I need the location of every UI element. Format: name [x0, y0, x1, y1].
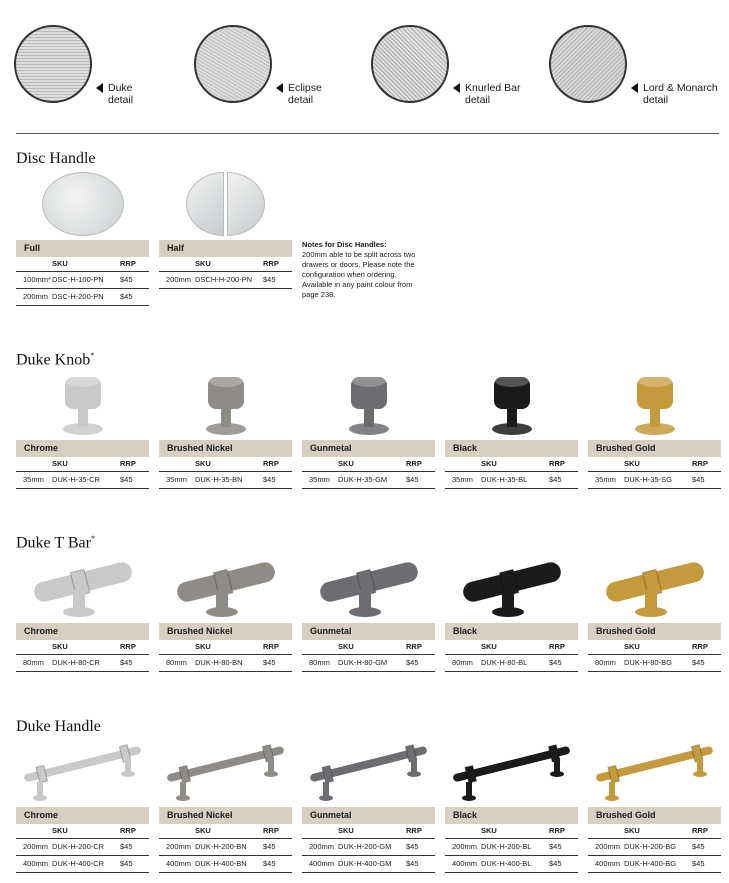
rrp-header: RRP: [259, 257, 292, 271]
product-image: [159, 735, 292, 807]
sku-header: SKU: [624, 457, 688, 471]
table-row: 35mm DUK-H-35-BL $45: [445, 471, 578, 488]
finish-band: Chrome: [16, 807, 149, 824]
table-row: 200mm DUK-H-200-BN $45: [159, 838, 292, 855]
product-tbar-1: [159, 551, 292, 672]
table-row: 200mm DSCH-H-200-PN $45: [159, 271, 292, 288]
duke-texture-swatch: [14, 25, 92, 103]
sku-table: [445, 640, 578, 672]
handle-image: [305, 736, 433, 806]
product-image: [16, 168, 149, 240]
rrp-header: RRP: [545, 640, 578, 654]
product-image: [16, 735, 149, 807]
product-knob-1: [159, 368, 292, 489]
eclipse-texture-swatch: [194, 25, 272, 103]
product-knob-2: [302, 368, 435, 489]
sku-table: [302, 824, 435, 873]
detail-lord-monarch: [549, 22, 719, 112]
finish-band: Gunmetal: [302, 623, 435, 640]
product-tbar-2: [302, 551, 435, 672]
tbar-image: [448, 552, 576, 622]
table-row: 200mm DUK-H-200-CR $45: [16, 838, 149, 855]
table-row: 35mm DUK-H-35-BN $45: [159, 471, 292, 488]
rrp-header: RRP: [116, 640, 149, 654]
sku-header: SKU: [338, 457, 402, 471]
product-image: [16, 368, 149, 440]
product-image: [588, 735, 721, 807]
sku-table: [16, 257, 149, 306]
table-row: 80mm DUK-H-80-BN $45: [159, 654, 292, 671]
section-divider: [16, 133, 719, 134]
rrp-header: RRP: [688, 640, 721, 654]
disc-half-left-image: [186, 172, 224, 236]
rrp-header: RRP: [688, 457, 721, 471]
detail-sub: detail: [288, 94, 314, 106]
knob-image: [191, 369, 261, 439]
section-title-duke-t-bar: Duke T Bar*: [16, 534, 95, 552]
finish-band: Chrome: [16, 440, 149, 457]
pointer-left-icon: [276, 83, 283, 93]
sku-header: SKU: [195, 257, 259, 271]
finish-band: Brushed Gold: [588, 623, 721, 640]
product-handle-0: [16, 735, 149, 873]
handle-image: [19, 736, 147, 806]
table-row: 200mm DUK-H-200-BL $45: [445, 838, 578, 855]
rrp-header: RRP: [116, 824, 149, 838]
sku-table: [445, 457, 578, 489]
product-knob-3: [445, 368, 578, 489]
disc-half-right-image: [227, 172, 265, 236]
handle-image: [448, 736, 576, 806]
detail-label: Duke: [108, 82, 133, 94]
sku-header: SKU: [52, 640, 116, 654]
finish-band: Brushed Nickel: [159, 807, 292, 824]
product-knob-0: [16, 368, 149, 489]
rrp-header: RRP: [402, 640, 435, 654]
sku-table: [588, 824, 721, 873]
pointer-left-icon: [453, 83, 460, 93]
sku-header: SKU: [195, 457, 259, 471]
finish-band: Black: [445, 623, 578, 640]
rrp-header: RRP: [259, 824, 292, 838]
sku-table: [588, 640, 721, 672]
table-row: 400mm DUK-H-400-GM $45: [302, 855, 435, 872]
finish-band: Gunmetal: [302, 440, 435, 457]
finish-band: Gunmetal: [302, 807, 435, 824]
table-row: 80mm DUK-H-80-GM $45: [302, 654, 435, 671]
finish-band: Brushed Nickel: [159, 623, 292, 640]
sku-table: [159, 257, 292, 289]
product-image: [588, 368, 721, 440]
detail-sub: detail: [108, 94, 134, 106]
product-image: [302, 368, 435, 440]
sku-header: SKU: [338, 824, 402, 838]
product-image: [159, 551, 292, 623]
notes-title: Notes for Disc Handles:: [302, 240, 387, 249]
product-image: [445, 551, 578, 623]
table-row: 80mm DUK-H-80-CR $45: [16, 654, 149, 671]
sku-header: SKU: [481, 824, 545, 838]
product-image: [445, 368, 578, 440]
tbar-image: [19, 552, 147, 622]
table-row: 80mm DUK-H-80-BG $45: [588, 654, 721, 671]
table-row: 35mm DUK-H-35-CR $45: [16, 471, 149, 488]
table-row: 400mm DUK-H-400-BL $45: [445, 855, 578, 872]
detail-label: Lord & Monarch: [643, 82, 718, 94]
finish-band: Black: [445, 807, 578, 824]
sku-table: [159, 457, 292, 489]
tbar-image: [162, 552, 290, 622]
table-row: 400mm DUK-H-400-BG $45: [588, 855, 721, 872]
finish-band: Half: [159, 240, 292, 257]
sku-table: [159, 824, 292, 873]
tbar-image: [591, 552, 719, 622]
disc-full-image: [42, 172, 124, 236]
rrp-header: RRP: [259, 457, 292, 471]
section-title-duke-handle: Duke Handle: [16, 718, 101, 735]
product-disc-full: [16, 168, 149, 306]
sku-header: SKU: [338, 640, 402, 654]
table-row: 200mm DUK-H-200-GM $45: [302, 838, 435, 855]
product-image: [445, 735, 578, 807]
product-image: [159, 168, 292, 240]
product-image: [16, 551, 149, 623]
sku-table: [16, 824, 149, 873]
sku-header: SKU: [481, 640, 545, 654]
section-title-disc-handle: Disc Handle: [16, 150, 96, 167]
table-row: 100mm* DSC-H-100-PN $45: [16, 271, 149, 288]
sku-header: SKU: [624, 640, 688, 654]
handle-image: [591, 736, 719, 806]
product-handle-2: [302, 735, 435, 873]
finish-band: Chrome: [16, 623, 149, 640]
product-image: [302, 551, 435, 623]
product-disc-half: [159, 168, 292, 289]
table-row: 200mm DUK-H-200-BG $45: [588, 838, 721, 855]
table-row: 35mm DUK-H-35-SG $45: [588, 471, 721, 488]
sku-header: SKU: [52, 457, 116, 471]
sku-table: [445, 824, 578, 873]
product-image: [588, 551, 721, 623]
rrp-header: RRP: [402, 824, 435, 838]
sku-header: SKU: [52, 257, 116, 271]
finish-band: Brushed Nickel: [159, 440, 292, 457]
detail-label: Knurled Bar: [465, 82, 521, 94]
knob-image: [334, 369, 404, 439]
table-row: 400mm DUK-H-400-CR $45: [16, 855, 149, 872]
rrp-header: RRP: [259, 640, 292, 654]
sku-header: SKU: [481, 457, 545, 471]
product-knob-4: [588, 368, 721, 489]
sku-header: SKU: [52, 824, 116, 838]
product-image: [302, 735, 435, 807]
sku-table: [16, 640, 149, 672]
finish-details-row: [14, 22, 718, 112]
lord-monarch-texture-swatch: [549, 25, 627, 103]
rrp-header: RRP: [688, 824, 721, 838]
rrp-header: RRP: [116, 457, 149, 471]
product-tbar-3: [445, 551, 578, 672]
product-handle-3: [445, 735, 578, 873]
sku-header: SKU: [195, 640, 259, 654]
table-row: 400mm DUK-H-400-BN $45: [159, 855, 292, 872]
detail-knurled-bar: [371, 22, 541, 112]
sku-header: SKU: [624, 824, 688, 838]
tbar-image: [305, 552, 433, 622]
detail-sub: detail: [643, 94, 669, 106]
knob-image: [620, 369, 690, 439]
table-row: 80mm DUK-H-80-BL $45: [445, 654, 578, 671]
sku-table: [159, 640, 292, 672]
finish-band: Full: [16, 240, 149, 257]
section-title-duke-knob: Duke Knob*: [16, 351, 95, 369]
notes-body: 200mm able to be split across two drawers or doors. Please note the configuration when ordering. Available in any paint colour from page 238.: [302, 250, 416, 299]
knob-image: [48, 369, 118, 439]
sku-header: SKU: [195, 824, 259, 838]
rrp-header: RRP: [545, 457, 578, 471]
finish-band: Brushed Gold: [588, 807, 721, 824]
knurled-texture-swatch: [371, 25, 449, 103]
detail-duke: [14, 22, 184, 112]
rrp-header: RRP: [116, 257, 149, 271]
sku-table: [588, 457, 721, 489]
product-handle-1: [159, 735, 292, 873]
product-tbar-0: [16, 551, 149, 672]
product-handle-4: [588, 735, 721, 873]
knob-image: [477, 369, 547, 439]
sku-table: [16, 457, 149, 489]
detail-eclipse: [194, 22, 364, 112]
product-tbar-4: [588, 551, 721, 672]
sku-table: [302, 640, 435, 672]
finish-band: Brushed Gold: [588, 440, 721, 457]
detail-sub: detail: [465, 94, 491, 106]
table-row: 200mm DSC-H-200-PN $45: [16, 288, 149, 305]
finish-band: Black: [445, 440, 578, 457]
pointer-left-icon: [631, 83, 638, 93]
rrp-header: RRP: [545, 824, 578, 838]
table-row: 35mm DUK-H-35-GM $45: [302, 471, 435, 488]
disc-notes: [302, 240, 427, 300]
detail-label: Eclipse: [288, 82, 322, 94]
product-image: [159, 368, 292, 440]
sku-table: [302, 457, 435, 489]
pointer-left-icon: [96, 83, 103, 93]
handle-image: [162, 736, 290, 806]
rrp-header: RRP: [402, 457, 435, 471]
